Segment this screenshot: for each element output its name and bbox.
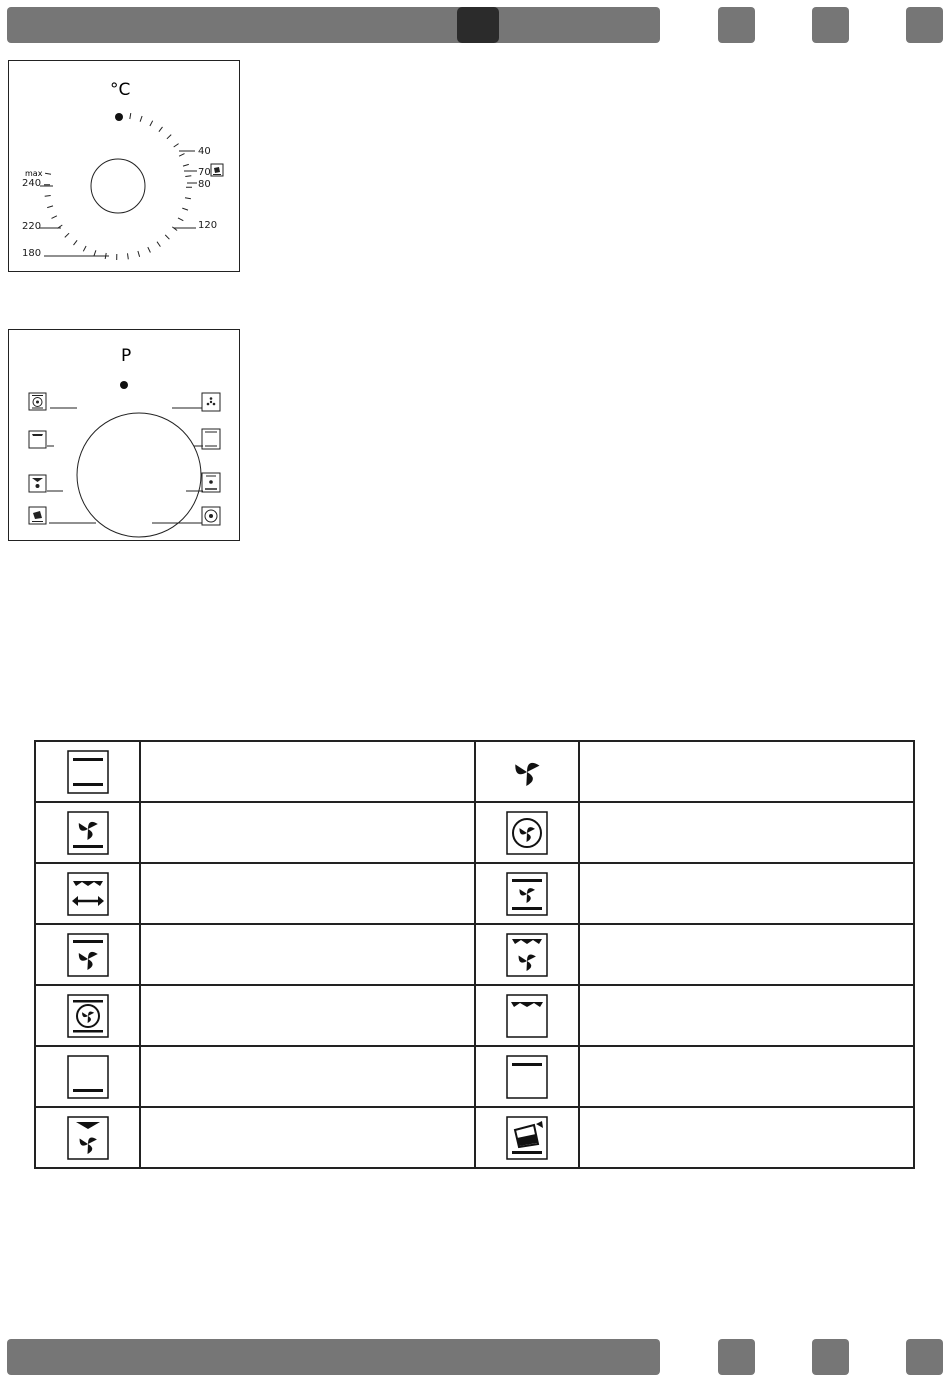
mode-right-icon-cell <box>475 1046 579 1107</box>
mode-right-icon-cell <box>475 985 579 1046</box>
label-70: 70 <box>198 167 211 178</box>
footer-square-3 <box>906 1339 943 1375</box>
mode-left-icon-cell <box>35 741 140 802</box>
top-heat-icon <box>506 1055 548 1099</box>
header-square-3 <box>906 7 943 43</box>
grill-fan-icon <box>29 475 46 492</box>
footer-square-1 <box>718 1339 755 1375</box>
function-knob[interactable] <box>77 413 201 537</box>
footer-bar <box>7 1339 660 1375</box>
function-dial-svg <box>9 330 241 542</box>
function-symbol: P <box>121 346 132 366</box>
dial-tick <box>172 227 177 231</box>
dial-tick <box>45 196 51 197</box>
mode-right-icon-cell <box>475 863 579 924</box>
small-grill-fan-icon <box>67 1116 109 1160</box>
dial-indicator-dot <box>115 113 123 121</box>
bottom-bar-icon <box>29 431 46 448</box>
round-fan-icon <box>202 507 220 525</box>
mode-left-icon-cell <box>35 985 140 1046</box>
mode-right-icon-cell <box>475 802 579 863</box>
header-bar <box>7 7 660 43</box>
defrost-icon <box>506 1116 548 1160</box>
mode-right-description <box>579 924 914 985</box>
fan-only-icon <box>202 393 220 411</box>
dial-tick <box>45 173 51 174</box>
dial-tick <box>178 218 183 221</box>
temperature-unit: °C <box>110 80 131 100</box>
mode-left-description <box>140 985 475 1046</box>
mode-right-icon-cell <box>475 1107 579 1168</box>
dial-tick <box>47 206 53 208</box>
fan-icon <box>506 750 548 794</box>
ring-fan-icon <box>506 811 548 855</box>
label-120: 120 <box>198 220 218 231</box>
dial-tick <box>94 250 96 256</box>
top-fan-icon <box>67 933 109 977</box>
label-40: 40 <box>198 146 211 157</box>
temperature-ticks <box>44 113 192 260</box>
dial-tick <box>159 127 163 132</box>
mode-row <box>35 863 914 924</box>
mode-right-description <box>579 863 914 924</box>
dial-tick <box>185 176 191 177</box>
fan-bottom-top-icon <box>202 473 220 492</box>
header-square-1 <box>718 7 755 43</box>
dial-tick <box>128 253 129 259</box>
mode-left-description <box>140 863 475 924</box>
defrost-icon <box>211 164 223 176</box>
mode-left-icon-cell <box>35 863 140 924</box>
mode-right-description <box>579 985 914 1046</box>
mode-right-description <box>579 1107 914 1168</box>
grill-fan-icon <box>506 933 548 977</box>
mode-right-icon-cell <box>475 924 579 985</box>
dial-tick <box>74 240 78 245</box>
mode-left-icon-cell <box>35 1107 140 1168</box>
mode-left-description <box>140 924 475 985</box>
dial-tick <box>52 216 57 219</box>
ring-fan-top-bottom-icon <box>67 994 109 1038</box>
dial-indicator-dot <box>120 381 128 389</box>
top-bottom-heat-icon <box>67 750 109 794</box>
mode-right-icon-cell <box>475 741 579 802</box>
mode-row <box>35 741 914 802</box>
dial-tick <box>167 135 171 139</box>
bottom-heat-icon <box>67 1055 109 1099</box>
function-dial-panel <box>8 329 240 541</box>
dial-tick <box>138 251 140 257</box>
mode-right-description <box>579 802 914 863</box>
grill-icon <box>506 994 548 1038</box>
dial-tick <box>65 233 69 237</box>
mode-table <box>34 740 915 1169</box>
mode-left-icon-cell <box>35 1046 140 1107</box>
dial-tick <box>148 247 151 252</box>
temperature-dial-panel <box>8 60 240 272</box>
mode-left-description <box>140 741 475 802</box>
mode-row <box>35 802 914 863</box>
label-max: max <box>25 169 43 178</box>
dial-tick <box>140 116 142 122</box>
dial-tick <box>183 164 189 166</box>
dial-tick <box>185 198 191 199</box>
fan-grill-icon <box>29 393 46 410</box>
mode-left-icon-cell <box>35 802 140 863</box>
dial-tick <box>179 154 184 157</box>
dial-tick <box>83 246 86 251</box>
grill-wide-icon <box>67 872 109 916</box>
mode-row <box>35 924 914 985</box>
label-180: 180 <box>22 248 42 259</box>
temperature-knob[interactable] <box>91 159 145 213</box>
defrost-icon <box>29 507 46 524</box>
mode-left-icon-cell <box>35 924 140 985</box>
temperature-dial-svg <box>9 61 241 273</box>
dial-tick <box>157 242 160 247</box>
mode-row <box>35 1046 914 1107</box>
dial-tick <box>174 144 179 147</box>
mode-left-description <box>140 1107 475 1168</box>
mode-right-description <box>579 741 914 802</box>
dial-tick <box>165 235 169 239</box>
top-fan-bottom-icon <box>506 872 548 916</box>
dial-tick <box>150 121 153 126</box>
label-80: 80 <box>198 179 211 190</box>
top-bottom-icon <box>202 429 220 449</box>
footer-square-2 <box>812 1339 849 1375</box>
label-240: 240 <box>22 178 42 189</box>
fan-bottom-heat-icon <box>67 811 109 855</box>
mode-row <box>35 1107 914 1168</box>
dial-tick <box>130 113 131 119</box>
mode-left-description <box>140 802 475 863</box>
dial-tick <box>182 208 188 210</box>
header-square-2 <box>812 7 849 43</box>
mode-row <box>35 985 914 1046</box>
mode-left-description <box>140 1046 475 1107</box>
label-220: 220 <box>22 221 42 232</box>
header-page-tab <box>457 7 499 43</box>
mode-right-description <box>579 1046 914 1107</box>
